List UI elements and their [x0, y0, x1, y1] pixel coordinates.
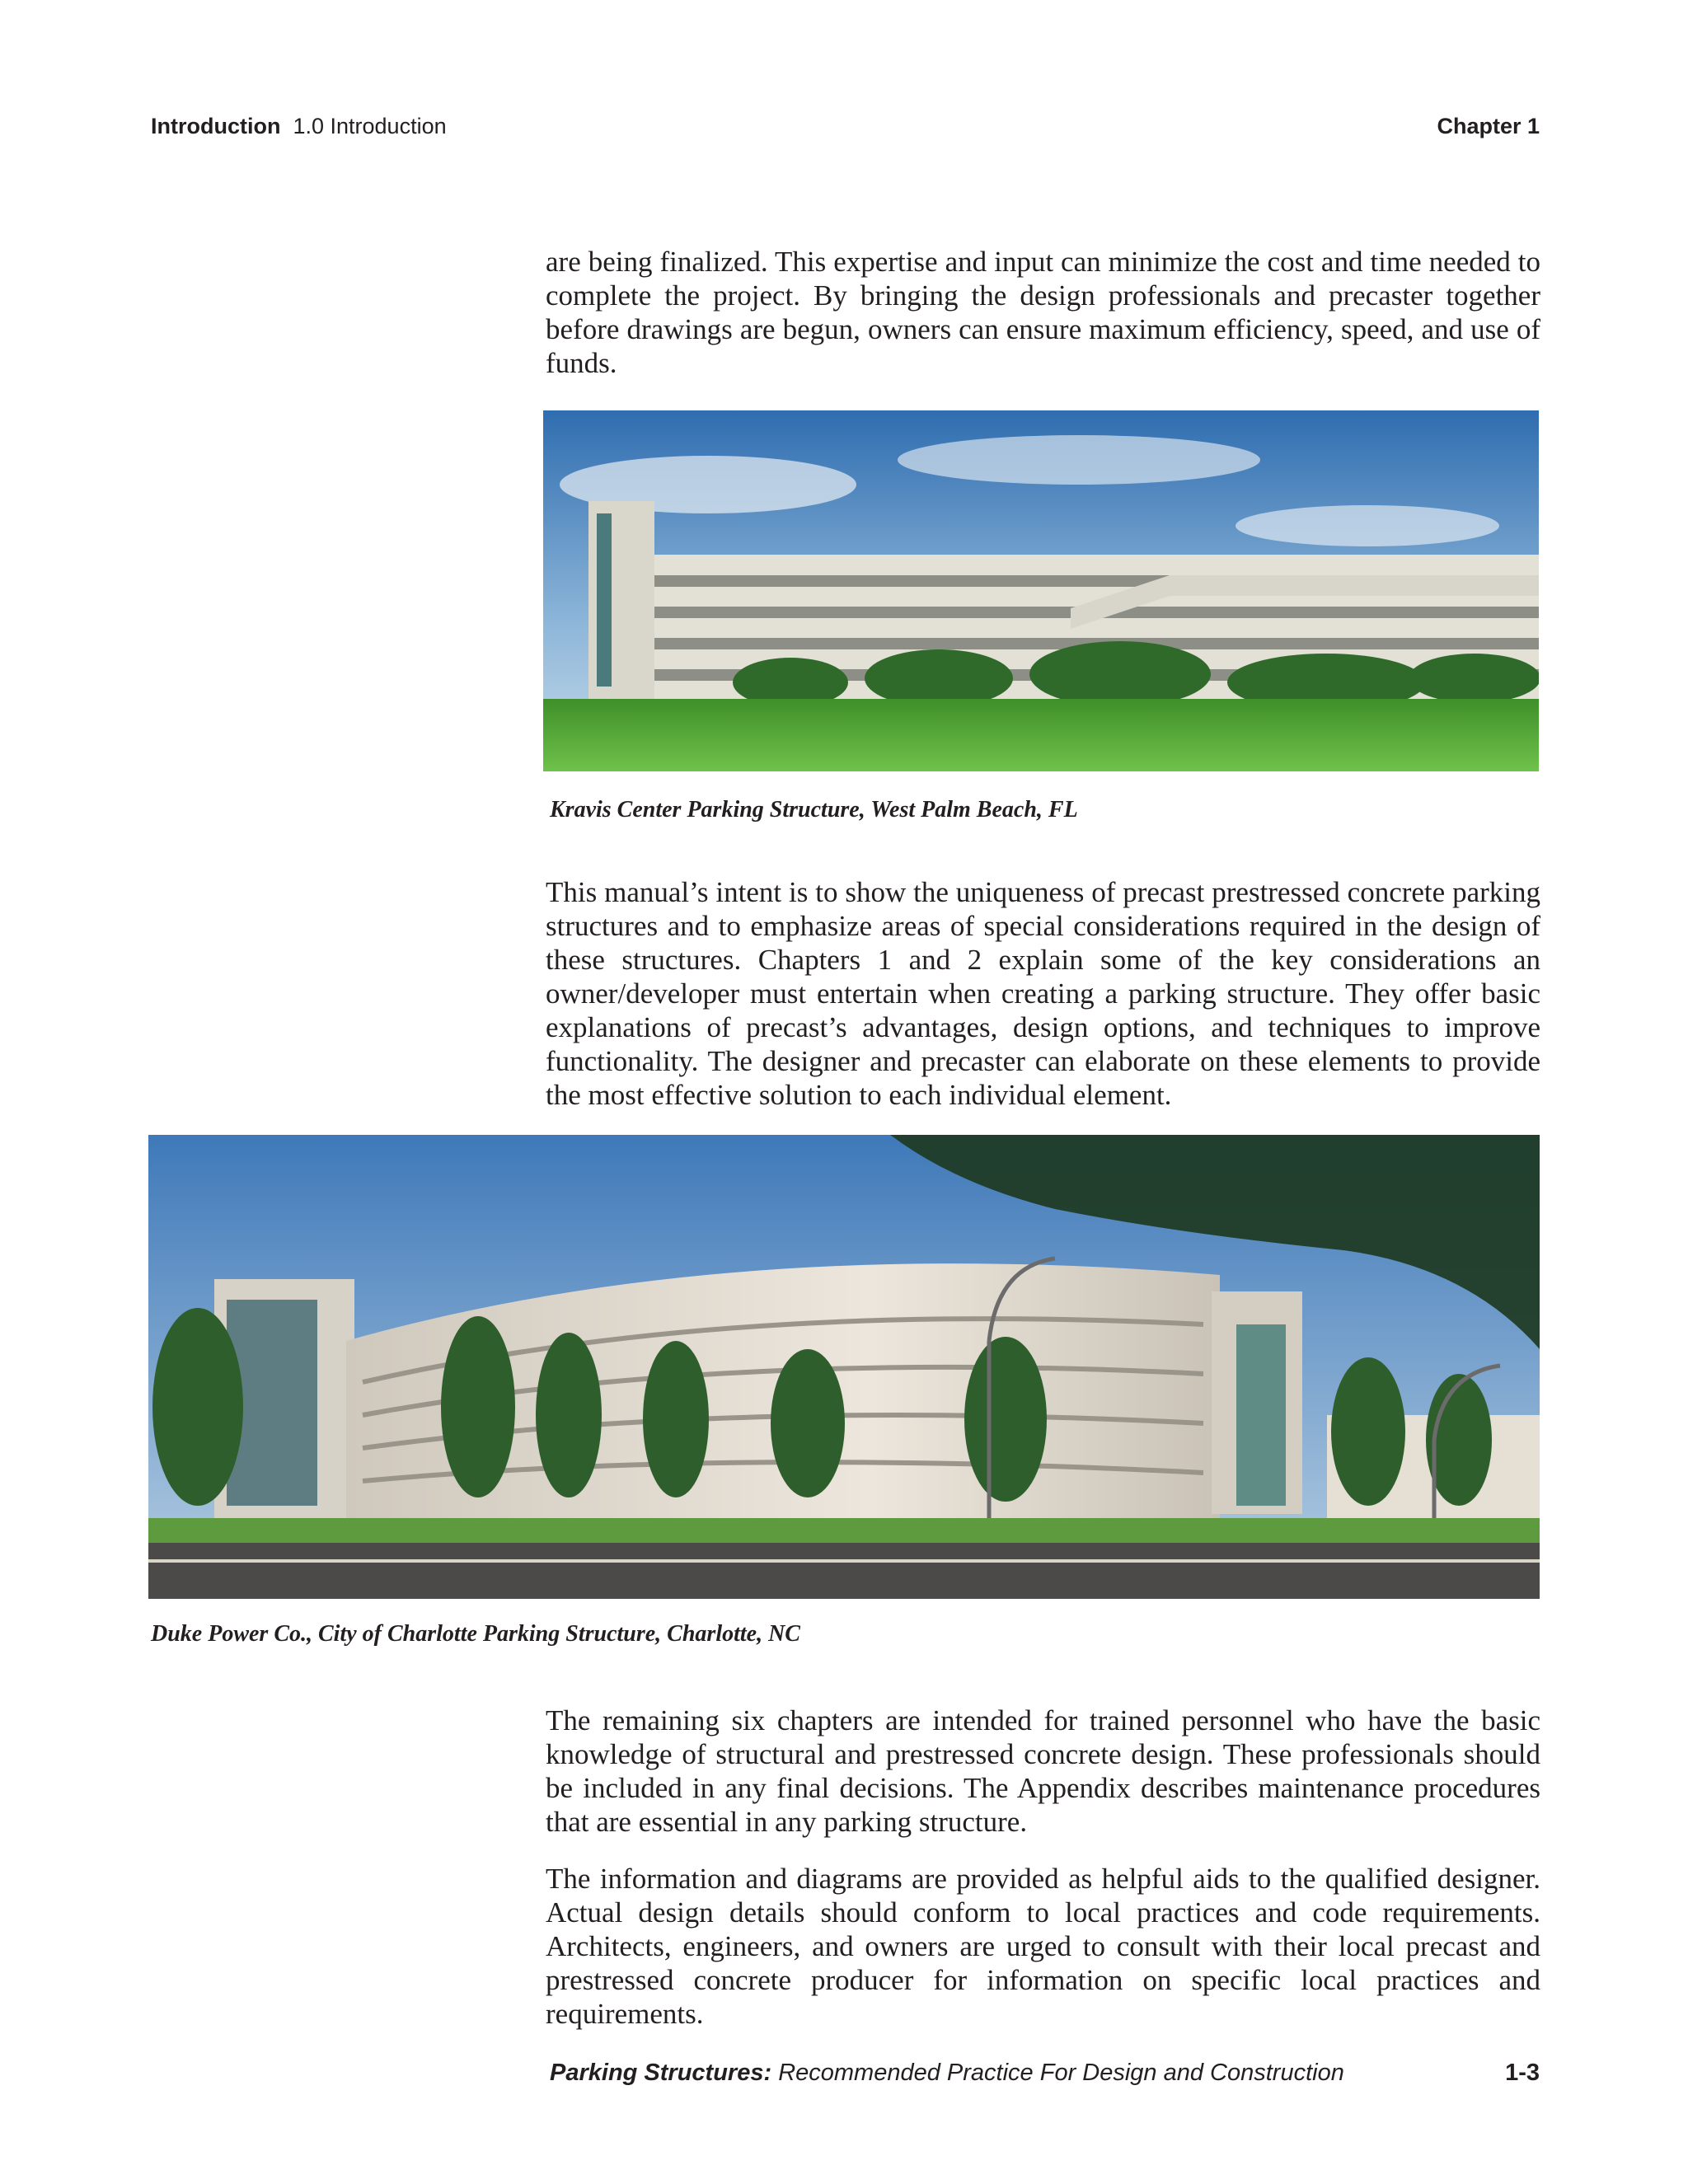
paragraph-2: This manual’s intent is to show the uniqueness of precast prestressed concrete parking structures and to emphasize areas of special considerations required in the design of these structures. Chapters 1 and 2 explain some of the key considerations an owner/developer must entertain when creating a parking structure. They offer basic explanations of precast’s advantages, design options, and techniques to improve functionality. The designer and precaster can elaborate on these elements to provide the most effective solution to each individual element. — [546, 876, 1540, 1111]
paragraph-3: The remaining six chapters are intended for trained personnel who have the basic knowledge of structural and prestressed concrete design. These professionals should be included in any final decisions. The Appendix describes maintenance procedures that are essential in any parking structure. — [546, 1704, 1540, 1838]
page-number: 1-3 — [1505, 2060, 1540, 2086]
footer-title-bold: Parking Structures: — [550, 2060, 772, 2086]
figure-1-caption: Kravis Center Parking Structure, West Palm Beach, FL — [550, 797, 1078, 823]
paragraph-4: The information and diagrams are provided as helpful aids to the qualified designer. Actual design details should conform to local practices and code requirements. Architects, engineers, and owners are urged to consult with their local precast and prestressed concrete producer for information on specific local practices and requirements. — [546, 1863, 1540, 2030]
footer-title-rest: Recommended Practice For Design and Construction — [771, 2060, 1344, 2086]
figure-2-caption: Duke Power Co., City of Charlotte Parking Structure, Charlotte, NC — [151, 1621, 800, 1647]
paragraph-1: are being finalized. This expertise and input can minimize the cost and time needed to complete the project. By bringing the design professionals and precaster together before drawings are begun, owners can ensure maximum efficiency, speed, and use of funds. — [546, 246, 1540, 379]
duke-power-photo — [148, 1135, 1540, 1599]
kravis-center-photo — [543, 410, 1539, 771]
running-footer — [550, 2060, 1344, 2087]
running-header — [151, 114, 447, 139]
header-chapter: Chapter 1 — [1437, 114, 1540, 138]
header-section: Introduction — [151, 114, 281, 138]
header-subsection: 1.0 Introduction — [293, 114, 447, 138]
